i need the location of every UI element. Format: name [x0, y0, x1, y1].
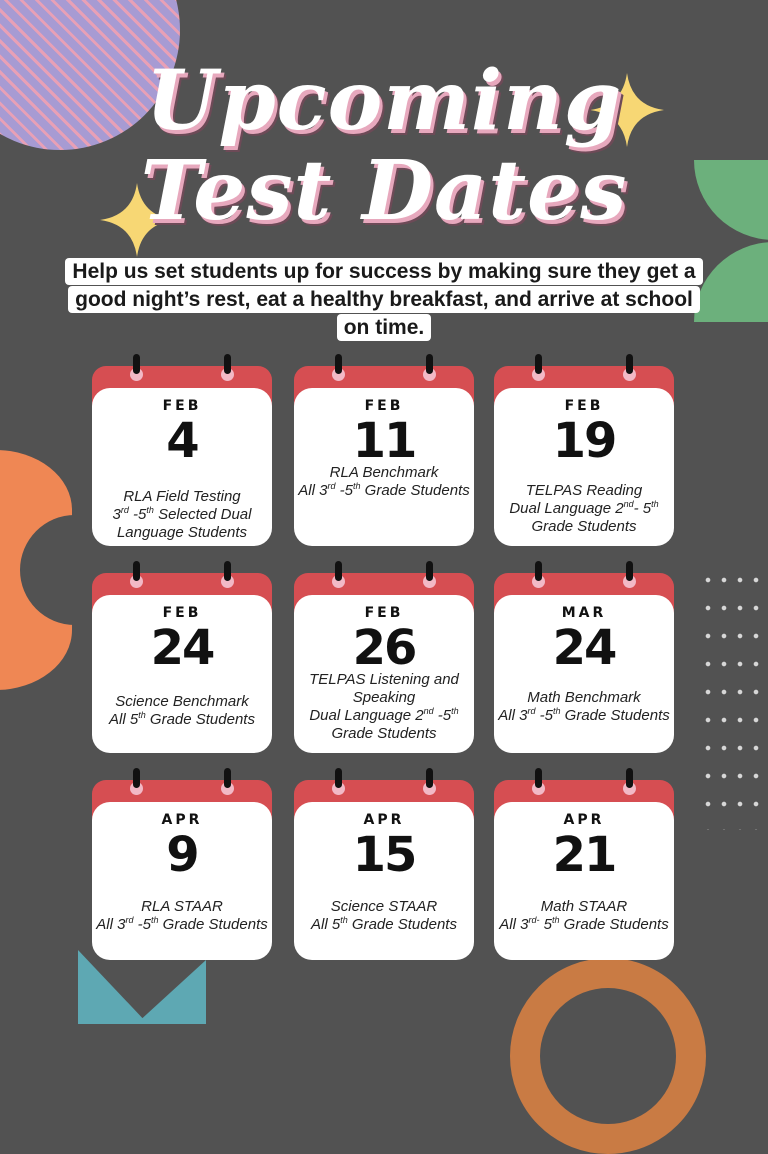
calendar-card: [294, 358, 474, 546]
event-description: [96, 488, 268, 542]
description-text: Science Benchmark: [115, 693, 249, 710]
binder-pin-icon: [626, 768, 633, 788]
description-text: Math Benchmark: [527, 689, 641, 706]
description-text: Science STAAR: [330, 898, 438, 915]
subtitle-text: Help us set students up for success by making sure they get a good night’s rest, eat a healthy breakfast, and arrive at school on time.: [65, 258, 702, 341]
description-text: Grade Students: [360, 482, 470, 499]
description-superscript: nd: [423, 706, 434, 716]
description-text: Grade Students: [347, 916, 457, 933]
description-text: 5: [539, 916, 552, 933]
description-text: All 3: [498, 707, 528, 724]
description-superscript: th: [451, 706, 459, 716]
dot-grid-decoration: [700, 566, 764, 830]
ring-decoration: [510, 958, 706, 1154]
binder-pin-icon: [535, 768, 542, 788]
description-superscript: nd: [623, 499, 634, 509]
event-month: FEB: [564, 398, 604, 414]
description-superscript: th: [352, 481, 361, 491]
event-description: [298, 898, 470, 934]
description-text: -5: [335, 482, 353, 499]
binder-pin-icon: [626, 561, 633, 581]
binder-pin-icon: [335, 561, 342, 581]
description-superscript: rd-: [528, 915, 540, 925]
event-description: [498, 482, 670, 536]
description-text: Dual Language 2: [509, 500, 624, 517]
description-superscript: th: [552, 706, 561, 716]
event-month: APR: [161, 812, 203, 828]
binder-pin-icon: [426, 768, 433, 788]
description-text: -5: [433, 707, 452, 724]
calendar-card: [494, 565, 674, 753]
event-day: 21: [552, 827, 616, 883]
event-month: FEB: [364, 605, 404, 621]
event-day: 15: [352, 827, 416, 883]
teal-triangles-decoration: [78, 950, 206, 1024]
event-month: APR: [363, 812, 405, 828]
event-description: [96, 693, 268, 729]
description-text: All 5: [109, 711, 139, 728]
description-text: Grade Students: [560, 707, 670, 724]
description-text: All 3: [499, 916, 529, 933]
description-text: Grade Students: [559, 916, 669, 933]
calendar-card: [92, 565, 272, 753]
event-month: APR: [563, 812, 605, 828]
event-description: [298, 671, 470, 743]
event-day: 26: [352, 620, 416, 676]
binder-pin-icon: [426, 561, 433, 581]
calendar-card: [294, 565, 474, 753]
binder-pin-icon: [535, 561, 542, 581]
description-superscript: rd: [125, 915, 134, 925]
event-day: 24: [552, 620, 616, 676]
event-month: FEB: [364, 398, 404, 414]
calendar-card: [494, 358, 674, 546]
binder-pin-icon: [133, 768, 140, 788]
description-superscript: rd: [527, 706, 536, 716]
binder-pin-icon: [335, 768, 342, 788]
calendar-card: [92, 358, 272, 546]
description-text: RLA STAAR: [141, 898, 223, 915]
description-text: RLA Benchmark: [329, 464, 439, 481]
event-month: FEB: [162, 398, 202, 414]
description-text: Selected Dual Language Students: [116, 506, 252, 541]
event-description: [498, 898, 670, 934]
binder-pin-icon: [133, 354, 140, 374]
description-text: TELPAS Reading: [525, 482, 643, 499]
calendar-card: [494, 772, 674, 960]
event-day: 11: [352, 413, 416, 469]
event-description: [498, 689, 670, 725]
description-superscript: rd: [120, 505, 129, 515]
event-description: [96, 898, 268, 934]
description-text: Grade Students: [531, 518, 637, 535]
event-day: 4: [166, 413, 198, 469]
subtitle-message: [60, 258, 708, 342]
description-superscript: th: [340, 915, 348, 925]
event-month: FEB: [162, 605, 202, 621]
description-text: - 5: [633, 500, 652, 517]
binder-pin-icon: [626, 354, 633, 374]
description-superscript: th: [138, 710, 146, 720]
description-text: All 5: [311, 916, 341, 933]
calendar-card: [92, 772, 272, 960]
binder-pin-icon: [224, 561, 231, 581]
event-description: [298, 464, 470, 500]
description-superscript: th: [551, 915, 560, 925]
description-text: -5: [128, 506, 147, 523]
description-text: TELPAS Listening and Speaking: [309, 671, 459, 706]
binder-pin-icon: [426, 354, 433, 374]
description-text: RLA Field Testing: [123, 488, 241, 505]
binder-pin-icon: [224, 354, 231, 374]
binder-pin-icon: [335, 354, 342, 374]
description-text: All 3: [96, 916, 126, 933]
event-day: 19: [552, 413, 616, 469]
description-text: Dual Language 2: [309, 707, 424, 724]
description-superscript: th: [150, 915, 159, 925]
event-day: 24: [150, 620, 214, 676]
description-text: -5: [133, 916, 151, 933]
description-text: Grade Students: [145, 711, 255, 728]
description-text: Math STAAR: [540, 898, 628, 915]
description-text: 3: [112, 506, 121, 523]
page-title-line-2: Test Dates: [140, 143, 628, 239]
description-text: Grade Students: [158, 916, 268, 933]
event-month: MAR: [561, 605, 607, 621]
description-superscript: th: [651, 499, 659, 509]
binder-pin-icon: [535, 354, 542, 374]
page-title-line-1: Upcoming: [145, 53, 623, 149]
description-text: All 3: [298, 482, 328, 499]
description-text: -5: [535, 707, 553, 724]
event-day: 9: [166, 827, 198, 883]
calendar-card: [294, 772, 474, 960]
binder-pin-icon: [133, 561, 140, 581]
description-superscript: rd: [327, 481, 336, 491]
binder-pin-icon: [224, 768, 231, 788]
description-superscript: th: [146, 505, 154, 515]
description-text: Grade Students: [331, 725, 437, 742]
